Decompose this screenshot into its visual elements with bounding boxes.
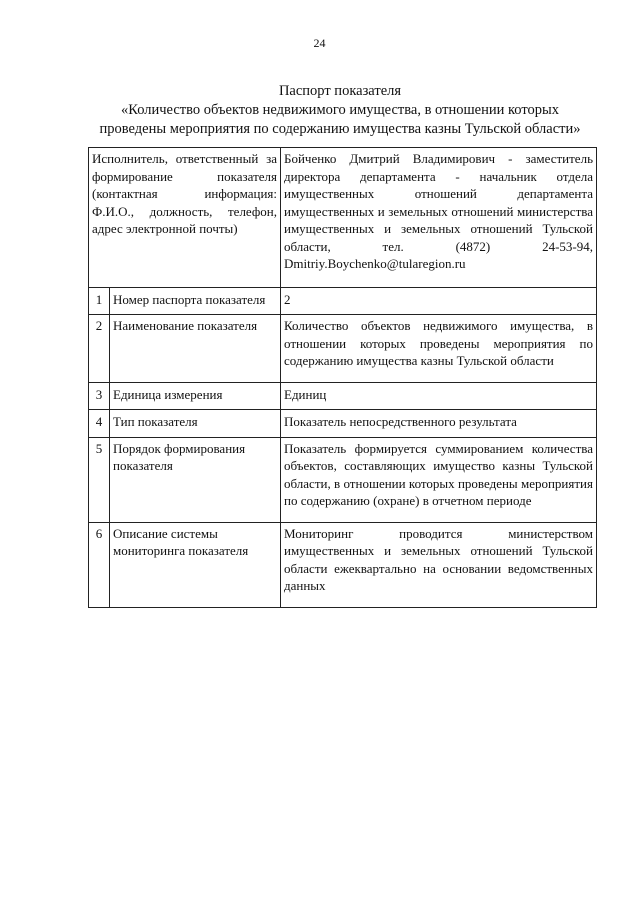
row-label: Номер паспорта показателя: [110, 287, 281, 315]
table-row: [89, 287, 597, 315]
table-row: [89, 437, 597, 522]
row-label: Порядок формирования показателя: [110, 437, 281, 522]
executor-value: Бойченко Дмитрий Владимирович - заместитель директора департамента - начальник отдела имущественных отношений департамента имущественных и земельных отношений министерства имущественных и земельных отношений Тульской области, тел. (4872) 24-53-94, Dmitriy.Boychenko@tularegion.ru: [281, 148, 597, 288]
row-number: 3: [89, 382, 110, 410]
row-number: 5: [89, 437, 110, 522]
row-label: Единица измерения: [110, 382, 281, 410]
table-row: [89, 382, 597, 410]
row-number: 2: [89, 315, 110, 383]
row-value: Единиц: [281, 382, 597, 410]
row-number: 6: [89, 522, 110, 607]
title-line-1: Паспорт показателя: [278, 83, 402, 99]
row-number: 1: [89, 287, 110, 315]
row-label: Тип показателя: [110, 410, 281, 438]
table-row-executor: [89, 148, 597, 288]
row-value: Показатель формируется суммированием количества объектов, составляющих имущество казны Тульской области, в отношении которых проведены мероприятия по содержанию (охране) в отчетном периоде: [281, 437, 597, 522]
page-number: 24: [313, 36, 326, 50]
table-row: [89, 522, 597, 607]
row-value: Показатель непосредственного результата: [281, 410, 597, 438]
row-value: Количество объектов недвижимого имущества, в отношении которых проведены мероприятия по содержанию имущества казны Тульской области: [281, 315, 597, 383]
row-value: Мониторинг проводится министерством имущественных и земельных отношений Тульской области ежеквартально на основании ведомственных данных: [281, 522, 597, 607]
title-line-3: проведены мероприятия по содержанию имущества казны Тульской области»: [99, 121, 581, 137]
row-number: 4: [89, 410, 110, 438]
title-line-2: «Количество объектов недвижимого имущества, в отношении которых: [121, 102, 559, 118]
executor-label: Исполнитель, ответственный за формирование показателя (контактная информация: Ф.И.О., должность, телефон, адрес электронной почты): [89, 148, 281, 288]
table-row: [89, 410, 597, 438]
row-label: Описание системы мониторинга показателя: [110, 522, 281, 607]
row-label: Наименование показателя: [110, 315, 281, 383]
table-row: [89, 315, 597, 383]
document-title: [60, 82, 620, 139]
passport-table: [88, 147, 597, 608]
row-value: 2: [281, 287, 597, 315]
